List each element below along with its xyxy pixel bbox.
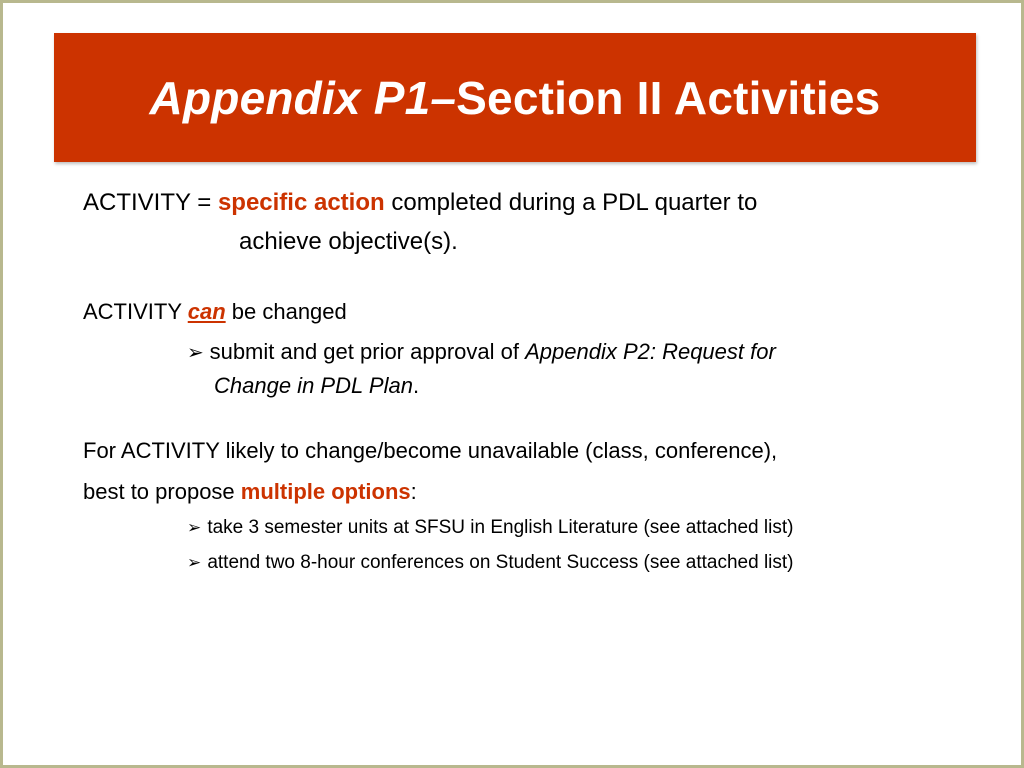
approval-bullet — [187, 339, 776, 365]
multiple-options-suffix: : — [410, 479, 417, 504]
specific-action-highlight: specific action — [217, 189, 385, 216]
options-intro-line: For ACTIVITY likely to change/become unavailable (class, conference), — [83, 438, 778, 463]
arrow-bullet-icon: ➢ — [187, 518, 202, 537]
approval-bullet-text: submit and get prior approval of — [209, 339, 526, 364]
activity-definition-continuation: achieve objective(s). — [239, 228, 458, 255]
can-highlight: can — [187, 299, 226, 324]
approval-bullet-continuation — [214, 373, 419, 399]
can-change-suffix: be changed — [225, 299, 347, 324]
option-bullet-text: take 3 semester units at SFSU in English Literature (see attached list) — [207, 517, 794, 538]
title-bar — [54, 33, 976, 162]
can-change-prefix: ACTIVITY — [83, 299, 188, 324]
multiple-options-prefix: best to propose — [83, 479, 241, 504]
approval-bullet-end: . — [412, 373, 420, 398]
activity-prefix: ACTIVITY = — [83, 189, 218, 216]
title-rest: Section II Activities — [456, 71, 881, 124]
arrow-bullet-icon: ➢ — [187, 553, 202, 572]
title-dash: – — [430, 71, 457, 124]
option-bullet-text: attend two 8-hour conferences on Student Success (see attached list) — [207, 552, 794, 573]
appendix-p2-reference-cont: Change in PDL Plan — [214, 373, 413, 398]
activity-definition-line — [83, 189, 757, 217]
arrow-bullet-icon: ➢ — [187, 342, 204, 364]
title-italic-part: Appendix P1 — [149, 71, 431, 124]
activity-suffix: completed during a PDL quarter to — [384, 189, 758, 216]
can-change-line — [83, 299, 347, 325]
multiple-options-highlight: multiple options — [240, 479, 411, 504]
page-title — [150, 71, 881, 125]
appendix-p2-reference: Appendix P2: Request for — [525, 339, 776, 364]
option-bullet — [187, 517, 793, 539]
option-bullet — [187, 552, 794, 574]
multiple-options-line — [83, 479, 417, 505]
